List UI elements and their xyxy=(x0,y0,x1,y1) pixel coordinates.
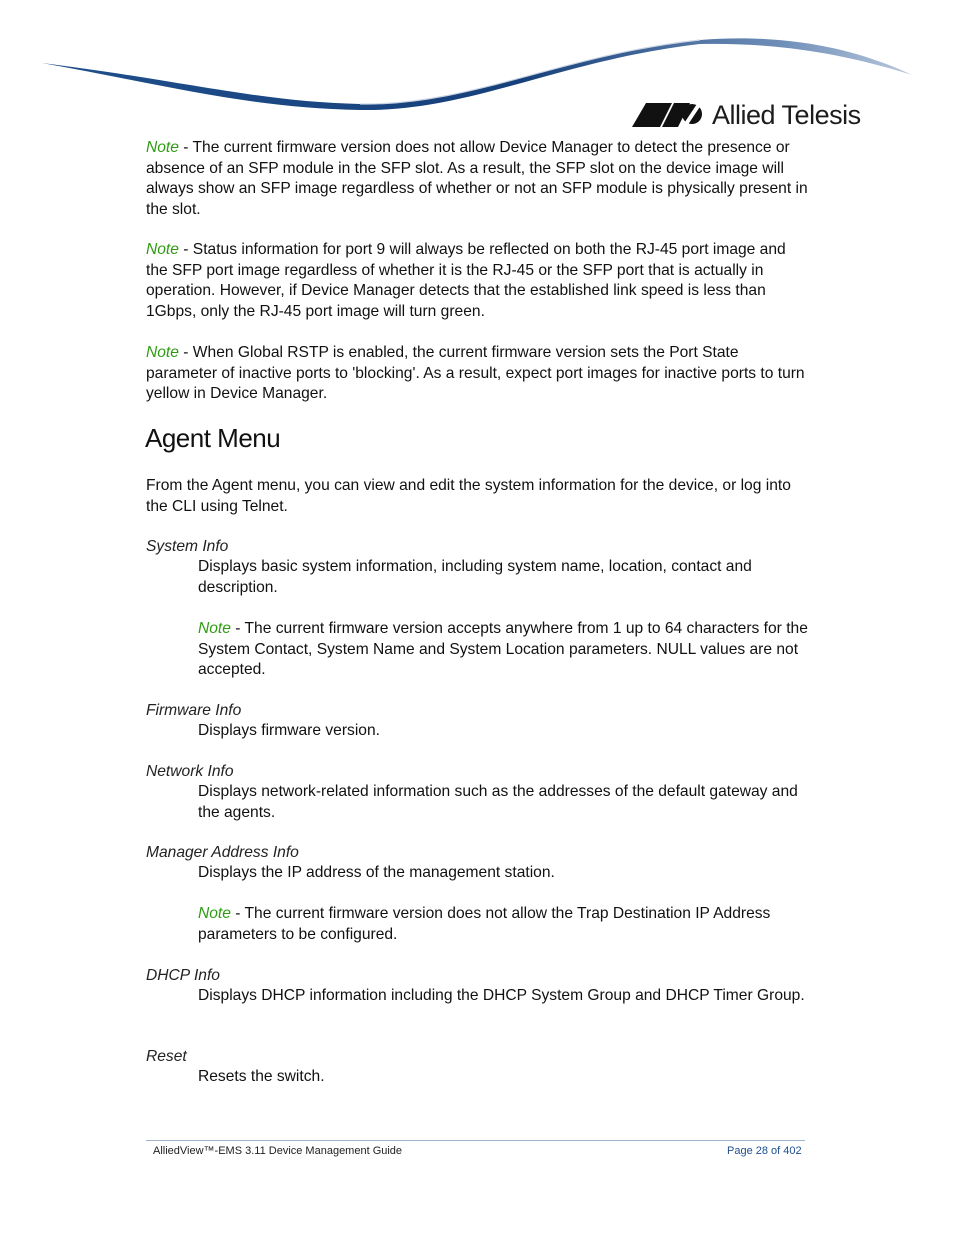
term-network-info: Network Info xyxy=(146,763,234,780)
note-label: Note xyxy=(146,344,179,361)
desc-manager-address-info: Displays the IP address of the management station. xyxy=(198,864,555,881)
note-text: - Status information for port 9 will always be reflected on both the RJ-45 port image and the SFP port image regardless of whether it is the RJ-45 or the SFP port that is actually in operation. However, if Device Manager detects that the established link speed is less than 1Gbps, only the RJ-45 port image will turn green. xyxy=(146,241,786,320)
note-paragraph-rstp xyxy=(146,343,808,405)
desc-firmware-info: Displays firmware version. xyxy=(198,722,380,739)
term-firmware-info: Firmware Info xyxy=(146,702,242,719)
footer-page-number: Page 28 of 402 xyxy=(727,1145,802,1157)
note-system-info xyxy=(198,619,808,681)
term-dhcp-info: DHCP Info xyxy=(146,967,220,984)
note-text: - The current firmware version accepts anywhere from 1 up to 64 characters for the System Contact, System Name and System Location parameters. NULL values are not accepted. xyxy=(198,620,808,678)
note-text: - The current firmware version does not allow the Trap Destination IP Address parameters to be configured. xyxy=(198,905,771,943)
note-label: Note xyxy=(198,905,231,922)
note-paragraph-port9 xyxy=(146,240,808,322)
section-intro: From the Agent menu, you can view and edit the system information for the device, or log into the CLI using Telnet. xyxy=(146,477,791,515)
note-label: Note xyxy=(146,139,179,156)
note-label: Note xyxy=(146,241,179,258)
brand-name: Allied Telesis xyxy=(712,99,861,130)
note-text: - When Global RSTP is enabled, the current firmware version sets the Port State parameter of inactive ports to 'blocking'. As a result, expect port images for inactive ports to turn yellow in Device Manager. xyxy=(146,344,805,402)
desc-system-info: Displays basic system information, including system name, location, contact and description. xyxy=(198,558,752,596)
note-text: - The current firmware version does not allow Device Manager to detect the presence or absence of an SFP module in the SFP slot. As a result, the SFP slot on the device image will always show an SFP image regardless of whether or not an SFP module is physically present in the slot. xyxy=(146,139,808,218)
desc-dhcp-info: Displays DHCP information including the DHCP System Group and DHCP Timer Group. xyxy=(198,987,805,1004)
term-system-info: System Info xyxy=(146,538,229,555)
logo-mark-icon xyxy=(630,100,706,130)
note-paragraph-sfp xyxy=(146,138,808,220)
desc-network-info: Displays network-related information such as the addresses of the default gateway and the agents. xyxy=(198,783,798,821)
note-manager-address-info xyxy=(198,904,808,945)
footer-guide-title: AlliedView™-EMS 3.11 Device Management Guide xyxy=(153,1145,403,1157)
allied-telesis-logo xyxy=(630,100,861,130)
section-title: Agent Menu xyxy=(145,423,281,453)
footer-divider xyxy=(146,1140,805,1141)
desc-reset: Resets the switch. xyxy=(198,1068,325,1085)
note-label: Note xyxy=(198,620,231,637)
term-manager-address-info: Manager Address Info xyxy=(146,844,299,861)
term-reset: Reset xyxy=(146,1048,187,1065)
